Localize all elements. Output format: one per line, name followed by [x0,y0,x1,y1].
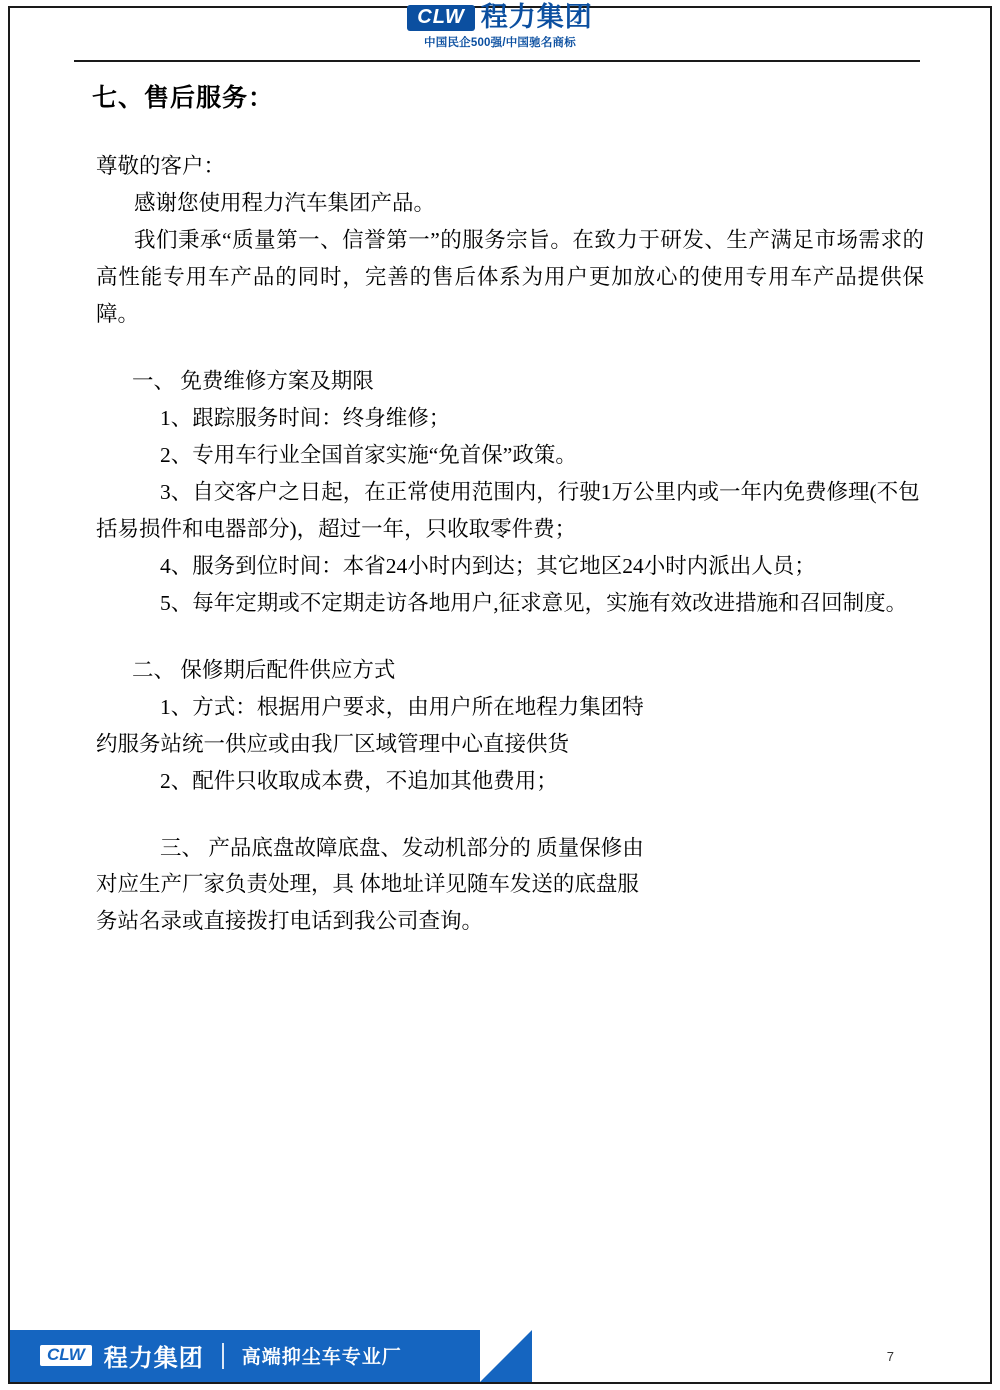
section-two [74,652,924,800]
clw-badge-icon: CLW [407,5,474,31]
company-logo [320,4,680,50]
header-divider [74,60,920,62]
logo-row [320,4,680,31]
section-one-item-3: 3、自交客户之日起，在正常使用范围内，行驶1万公里内或一年内免费修理(不包括易损件和电器部分)，超过一年，只收取零件费； [96,479,920,541]
section-one-item-2: 2、专用车行业全国首家实施“免首保”政策。 [160,442,577,467]
section-two-item-1: 1、方式：根据用户要求，由用户所在地程力集团特约服务站统一供应或由我厂区域管理中心直接供货 [96,694,644,756]
footer-clw-badge-icon: CLW [40,1345,92,1367]
company-name: 程力集团 [480,2,593,32]
section-three [74,830,924,941]
page-number: 7 [886,1349,894,1364]
footer-bar [10,1330,990,1382]
greeting-paragraph: 尊敬的客户： [96,154,226,178]
document-header [0,0,1000,62]
footer-logo [40,1338,402,1373]
document-footer [10,1324,990,1382]
section-one [74,363,924,622]
section-one-item-5: 5、每年定期或不定期走访各地用户,征求意见，实施有效改进措施和召回制度。 [160,590,908,615]
section-one-item-4: 4、服务到位时间：本省24小时内到达；其它地区24小时内派出人员； [160,553,816,578]
section-two-item-2: 2、配件只收取成本费，不追加其他费用； [160,768,558,793]
section-two-heading: 二、 保修期后配件供应方式 [132,657,396,682]
section-one-item-1: 1、跟踪服务时间：终身维修； [160,405,451,430]
intro-paragraph: 我们秉承“质量第一、信誉第一”的服务宗旨。在致力于研发、生产满足市场需求的高性能专用车产品的同时，完善的售后体系为用户更加放心的使用专用车产品提供保障。 [96,227,924,326]
section-three-heading: 三、 产品底盘故障底盘、发动机部分的 质量保修由对应生产厂家负责处理，具 体地址详见随车发送的底盘服务站名录或直接拨打电话到我公司查询。 [96,835,644,934]
logo-subtitle: 中国民企500强/中国驰名商标 [424,37,576,49]
thanks-paragraph: 感谢您使用程力汽车集团产品。 [134,190,436,215]
footer-slogan: 高端抑尘车专业厂 [241,1347,402,1368]
section-one-heading: 一、 免费维修方案及期限 [132,368,374,393]
page-title: 七、售后服务： [92,84,275,112]
document-body [74,70,924,940]
footer-company-name: 程力集团 [103,1345,204,1372]
footer-divider [222,1343,224,1369]
